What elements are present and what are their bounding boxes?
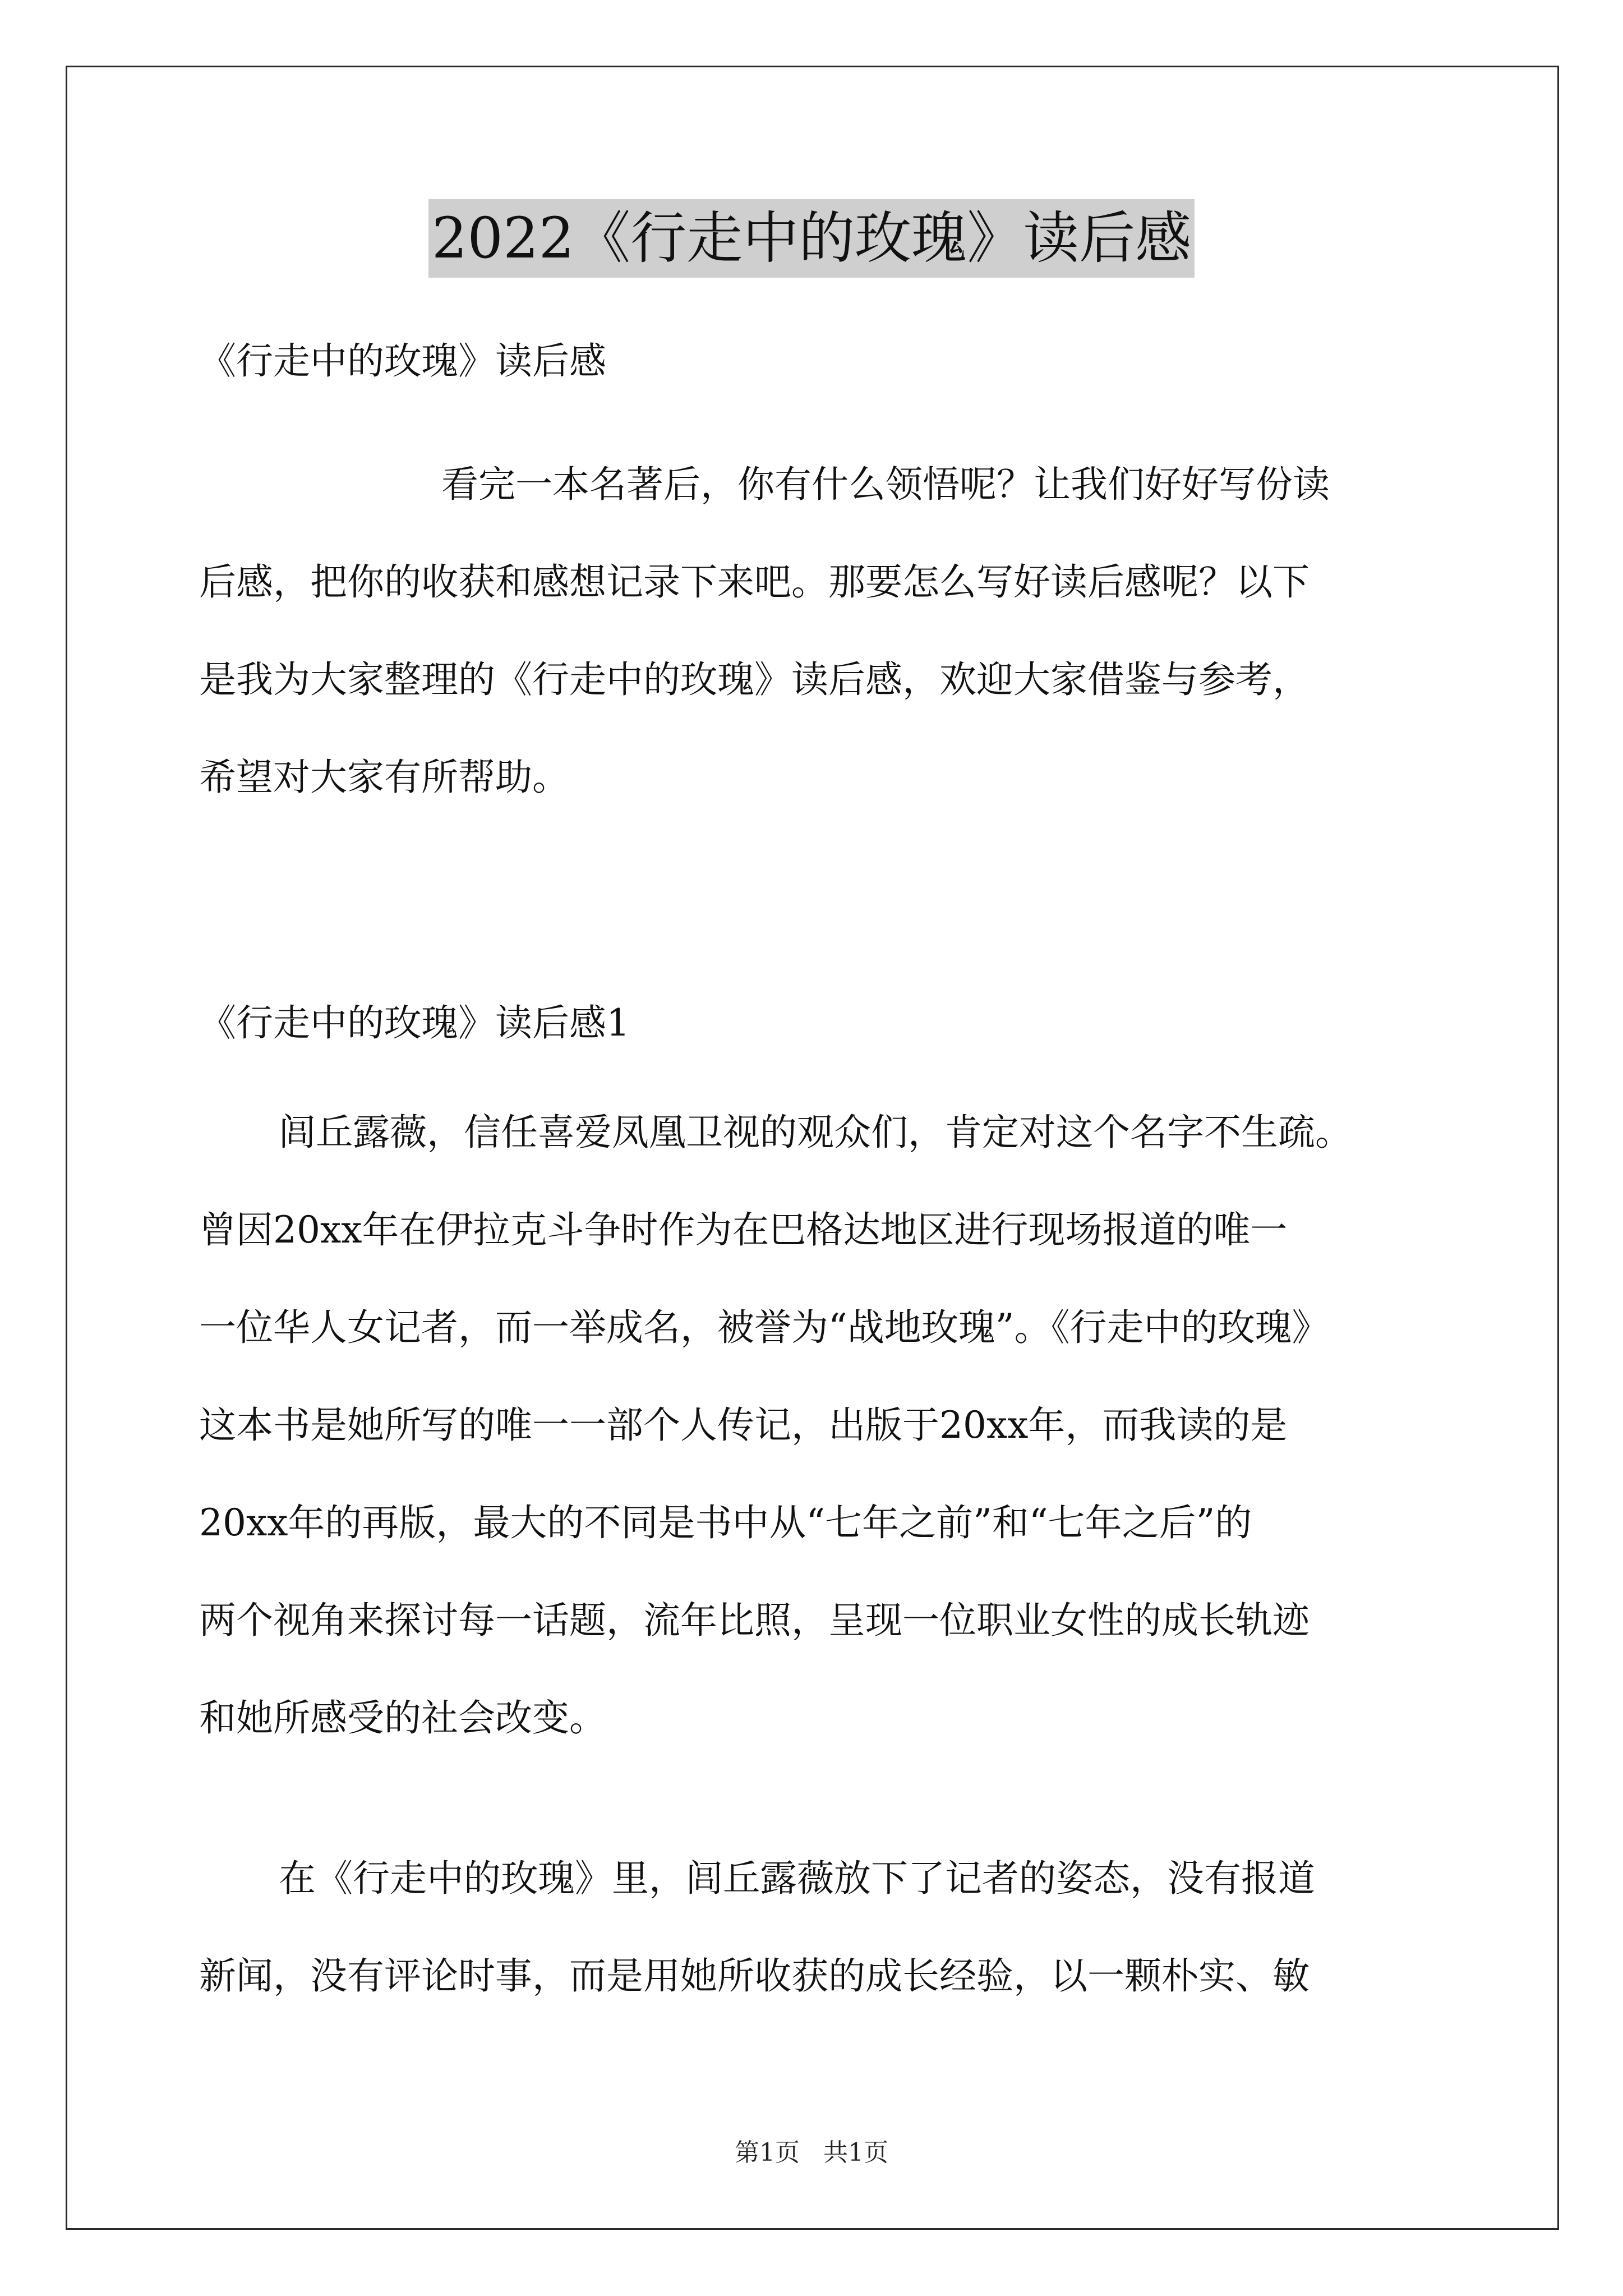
section1-paragraph-2 bbox=[199, 1830, 1472, 2025]
section-heading: 《行走中的玫瑰》读后感1 bbox=[199, 1001, 630, 1045]
intro-paragraph bbox=[199, 436, 1472, 826]
intro-line: 希望对大家有所帮助。 bbox=[199, 756, 569, 799]
page-total: 共1页 bbox=[823, 2138, 888, 2167]
paragraph-line: 两个视角来探讨每一话题，流年比照，呈现一位职业女性的成长轨迹 bbox=[199, 1599, 1310, 1642]
page-number: 第1页 bbox=[735, 2138, 800, 2167]
document-subtitle: 《行走中的玫瑰》读后感 bbox=[199, 339, 606, 383]
title-container bbox=[0, 199, 1623, 278]
paragraph-line: 一位华人女记者，而一举成名，被誉为“战地玫瑰”。《行走中的玫瑰》 bbox=[199, 1306, 1329, 1349]
intro-line: 看完一本名著后，你有什么领悟呢？让我们好好写份读 bbox=[441, 463, 1330, 506]
intro-line: 后感，把你的收获和感想记录下来吧。那要怎么写好读后感呢？以下 bbox=[199, 560, 1310, 604]
document-title: 2022《行走中的玫瑰》读后感 bbox=[428, 199, 1195, 278]
paragraph-line: 新闻，没有评论时事，而是用她所收获的成长经验，以一颗朴实、敏 bbox=[199, 1954, 1310, 1998]
paragraph-line: 和她所感受的社会改变。 bbox=[199, 1696, 606, 1740]
intro-line: 是我为大家整理的《行走中的玫瑰》读后感，欢迎大家借鉴与参考， bbox=[199, 658, 1310, 701]
page-footer bbox=[0, 2136, 1623, 2170]
paragraph-line: 曾因20xx年在伊拉克斗争时作为在巴格达地区进行现场报道的唯一 bbox=[199, 1208, 1288, 1251]
subtitle-block bbox=[199, 312, 1472, 410]
paragraph-line: 闾丘露薇，信任喜爱凤凰卫视的观众们，肯定对这个名字不生疏。 bbox=[279, 1111, 1352, 1154]
paragraph-line: 20xx年的再版，最大的不同是书中从“七年之前”和“七年之后”的 bbox=[199, 1501, 1252, 1544]
section1-heading-block bbox=[199, 974, 1472, 1072]
section1-paragraph-1 bbox=[199, 1084, 1472, 1767]
paragraph-line: 这本书是她所写的唯一一部个人传记，出版于20xx年，而我读的是 bbox=[199, 1404, 1288, 1447]
paragraph-line: 在《行走中的玫瑰》里，闾丘露薇放下了记者的姿态，没有报道 bbox=[279, 1857, 1315, 1900]
